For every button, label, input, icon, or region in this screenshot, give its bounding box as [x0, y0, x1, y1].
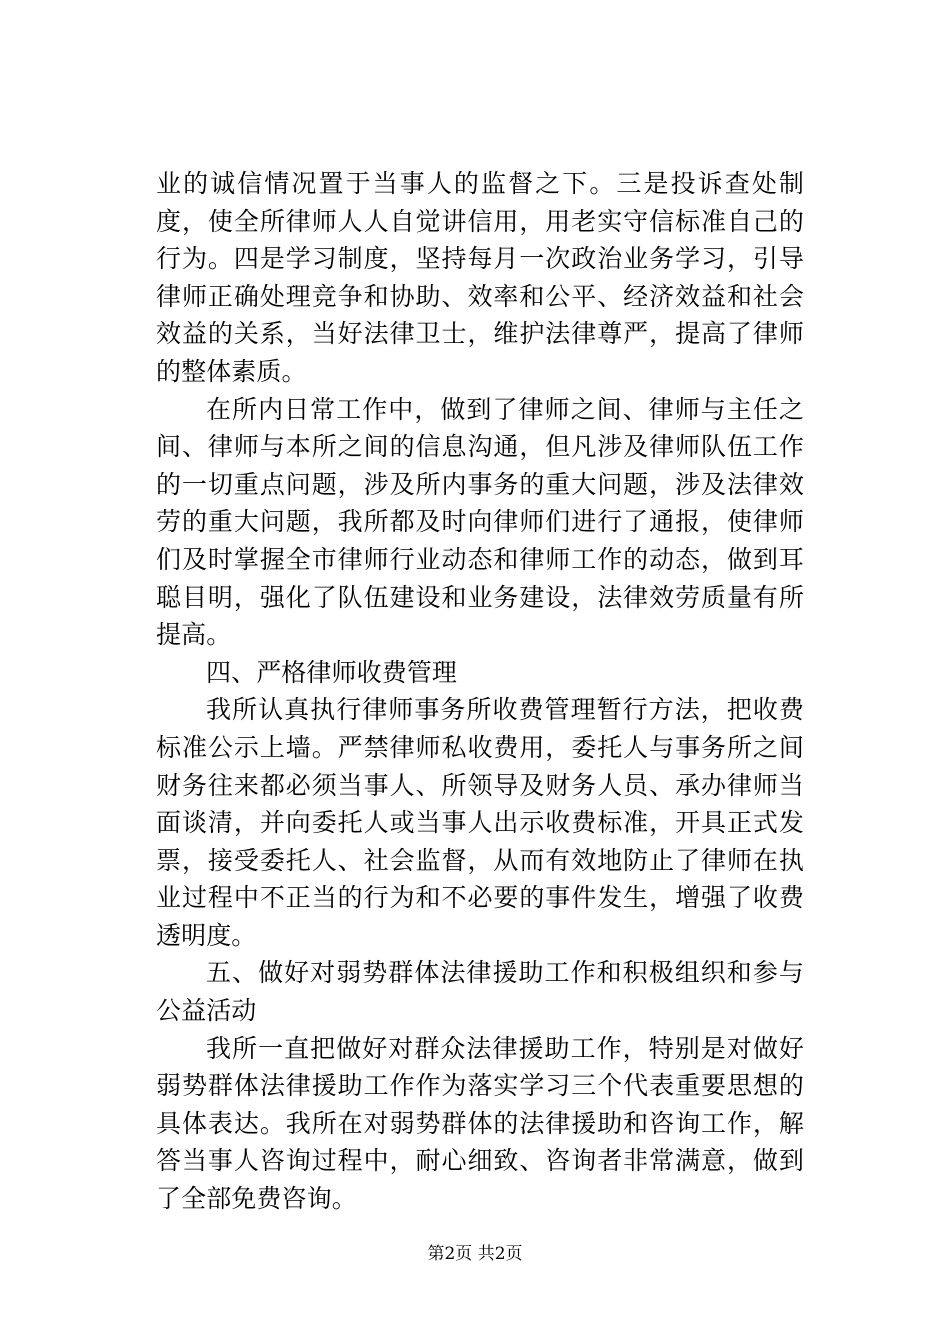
page-footer: [0, 1242, 950, 1266]
page-number: 第2页 共2页: [427, 1244, 523, 1264]
paragraph: 我所一直把做好对群众法律援助工作，特别是对做好弱势群体法律援助工作作为落实学习三个代表重要思想的具体表达。我所在对弱势群体的法律援助和咨询工作，解答当事人咨询过程中，耐心细致、咨询者非常满意，做到了全部免费咨询。: [156, 1033, 804, 1214]
paragraph: 业的诚信情况置于当事人的监督之下。三是投诉查处制度，使全所律师人人自觉讲信用，用老实守信标准自己的行为。四是学习制度，坚持每月一次政治业务学习，引导律师正确处理竞争和协助、效率和公平、经济效益和社会效益的关系，当好法律卫士，维护法律尊严，提高了律师的整体素质。: [156, 169, 804, 386]
document-body: [156, 165, 804, 1218]
paragraph: 在所内日常工作中，做到了律师之间、律师与主任之间、律师与本所之间的信息沟通，但凡涉及律师队伍工作的一切重点问题，涉及所内事务的重大问题，涉及法律效劳的重大问题，我所都及时向律师们进行了通报，使律师们及时掌握全市律师行业动态和律师工作的动态，做到耳聪目明，强化了队伍建设和业务建设，法律效劳质量有所提高。: [156, 394, 804, 650]
paragraph: 我所认真执行律师事务所收费管理暂行方法，把收费标准公示上墙。严禁律师私收费用，委托人与事务所之间财务往来都必须当事人、所领导及财务人员、承办律师当面谈清，并向委托人或当事人出示收费标准，开具正式发票，接受委托人、社会监督，从而有效地防止了律师在执业过程中不正当的行为和不必要的事件发生，增强了收费透明度。: [156, 695, 804, 950]
section-heading: 五、做好对弱势群体法律援助工作和积极组织和参与公益活动: [156, 958, 804, 1026]
section-heading: 四、严格律师收费管理: [206, 657, 458, 687]
